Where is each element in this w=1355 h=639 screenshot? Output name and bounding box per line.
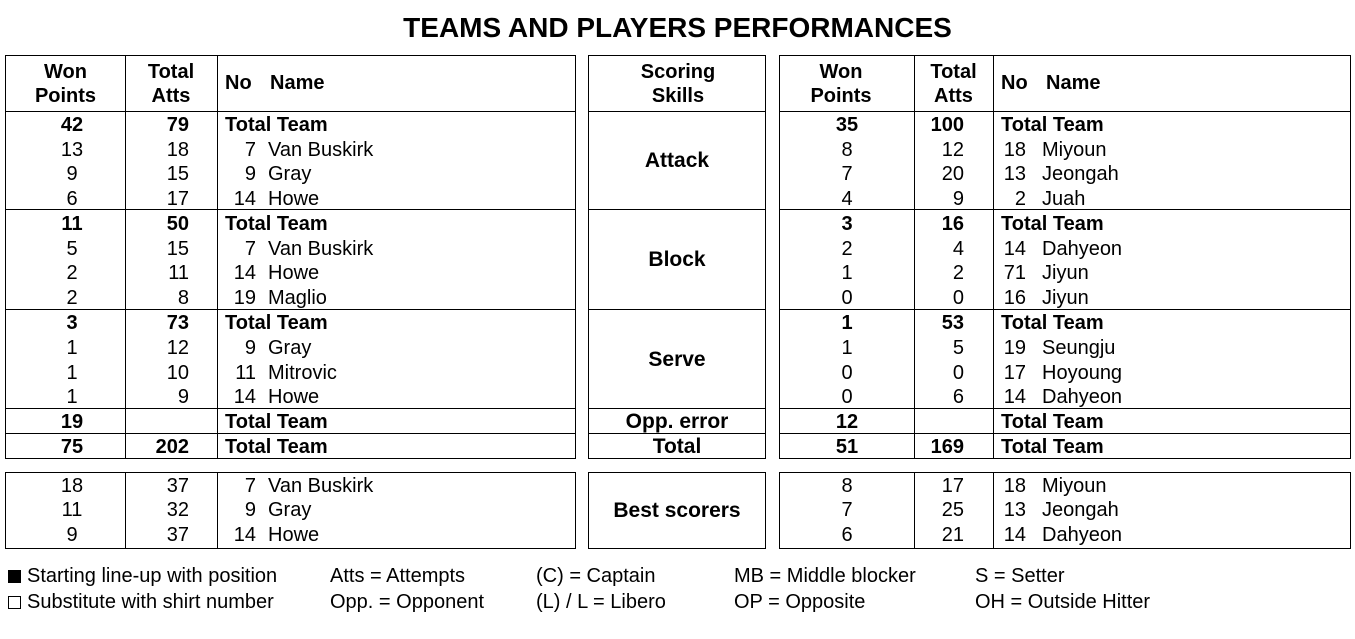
- total-atts-cell: 15: [166, 163, 189, 185]
- shirt-number-cell: 17: [1003, 362, 1026, 384]
- total-atts-cell: 37: [166, 524, 189, 546]
- total-atts-cell: 15: [166, 238, 189, 260]
- total-atts-cell: 37: [166, 475, 189, 497]
- shirt-number-cell: 14: [233, 386, 256, 408]
- player-name-cell: Hoyoung: [1042, 362, 1123, 384]
- shirt-number-cell: 18: [1003, 475, 1026, 497]
- skill-block: Block: [648, 248, 706, 271]
- won-points-cell: 19: [60, 411, 84, 433]
- total-atts-cell: 169: [930, 436, 964, 458]
- legend-atts: Atts = Attempts: [330, 565, 466, 587]
- player-name-cell: Van Buskirk: [268, 238, 374, 260]
- shirt-number-cell: 19: [233, 287, 256, 309]
- shirt-number-cell: 13: [1003, 499, 1026, 521]
- legend-captain: (C) = Captain: [536, 565, 656, 587]
- shirt-number-cell: 14: [1003, 238, 1026, 260]
- player-name-cell: Total Team: [1001, 114, 1104, 136]
- won-points-cell: 0: [841, 287, 853, 309]
- shirt-number-cell: 14: [233, 262, 256, 284]
- won-points-cell: 2: [841, 238, 853, 260]
- player-name-cell: Van Buskirk: [268, 139, 374, 161]
- total-atts-cell: 10: [166, 362, 189, 384]
- name-header: Name: [1046, 72, 1101, 94]
- player-name-cell: Howe: [268, 386, 320, 408]
- skill-best-scorers: Best scorers: [613, 499, 741, 522]
- total-atts-cell: 21: [941, 524, 964, 546]
- total-atts-cell: 100: [930, 114, 964, 136]
- player-name-cell: Total Team: [225, 114, 328, 136]
- total-atts-cell: 8: [177, 287, 189, 309]
- shirt-number-cell: 2: [1014, 188, 1026, 210]
- legend-starting-lineup: Starting line-up with position: [8, 563, 277, 589]
- won-points-cell: 0: [841, 386, 853, 408]
- shirt-number-cell: 16: [1003, 287, 1026, 309]
- shirt-number-cell: 14: [1003, 524, 1026, 546]
- won-points-cell: 75: [60, 436, 84, 458]
- shirt-number-cell: 19: [1003, 337, 1026, 359]
- home-team-table: [5, 55, 576, 459]
- won-points-cell: 0: [841, 362, 853, 384]
- player-name-cell: Juah: [1042, 188, 1086, 210]
- player-name-cell: Total Team: [1001, 411, 1104, 433]
- no-header: No: [1001, 72, 1028, 94]
- total-atts-cell: 53: [941, 312, 964, 334]
- total-atts-cell: 2: [952, 262, 964, 284]
- skill-total: Total: [652, 435, 702, 458]
- total-atts-cell: 0: [952, 362, 964, 384]
- best-scorers-label-box: [588, 472, 766, 549]
- player-name-cell: Gray: [268, 163, 312, 185]
- won-points-cell: 1: [841, 262, 853, 284]
- name-header: Name: [270, 72, 325, 94]
- total-atts-cell: 79: [166, 114, 189, 136]
- total-atts-cell: 17: [166, 188, 189, 210]
- shirt-number-cell: 14: [233, 188, 256, 210]
- player-name-cell: Total Team: [1001, 436, 1104, 458]
- player-name-cell: Miyoun: [1042, 475, 1107, 497]
- won-points-cell: 1: [66, 362, 78, 384]
- home-best-scorers-table: [5, 472, 576, 549]
- player-name-cell: Jeongah: [1042, 163, 1119, 185]
- legend-middle-blocker: MB = Middle blocker: [734, 565, 916, 587]
- total-atts-cell: 6: [952, 386, 964, 408]
- legend-opp: Opp. = Opponent: [330, 591, 485, 613]
- skill-attack: Attack: [644, 149, 710, 172]
- player-name-cell: Jiyun: [1042, 262, 1089, 284]
- total-atts-header: Total Atts: [930, 61, 977, 107]
- player-name-cell: Maglio: [268, 287, 327, 309]
- total-atts-cell: 73: [166, 312, 189, 334]
- total-atts-cell: 32: [166, 499, 189, 521]
- won-points-header: Won Points: [34, 61, 97, 107]
- shirt-number-cell: 18: [1003, 139, 1026, 161]
- player-name-cell: Total Team: [225, 213, 328, 235]
- player-name-cell: Dahyeon: [1042, 238, 1123, 260]
- won-points-cell: 12: [835, 411, 859, 433]
- legend-libero: (L) / L = Libero: [536, 591, 666, 613]
- total-atts-cell: 12: [166, 337, 189, 359]
- won-points-cell: 2: [66, 262, 78, 284]
- player-name-cell: Van Buskirk: [268, 475, 374, 497]
- total-atts-cell: 12: [941, 139, 964, 161]
- shirt-number-cell: 7: [244, 238, 256, 260]
- player-name-cell: Total Team: [1001, 213, 1104, 235]
- won-points-cell: 8: [841, 139, 853, 161]
- player-name-cell: Howe: [268, 262, 320, 284]
- total-atts-cell: 50: [166, 213, 189, 235]
- total-atts-cell: 5: [952, 337, 964, 359]
- shirt-number-cell: 7: [244, 139, 256, 161]
- player-name-cell: Total Team: [225, 411, 328, 433]
- shirt-number-cell: 14: [233, 524, 256, 546]
- player-name-cell: Total Team: [225, 436, 328, 458]
- player-name-cell: Jiyun: [1042, 287, 1089, 309]
- no-header: No: [225, 72, 252, 94]
- player-name-cell: Dahyeon: [1042, 386, 1123, 408]
- won-points-cell: 6: [66, 188, 78, 210]
- won-points-cell: 3: [841, 213, 853, 235]
- legend-outside-hitter: OH = Outside Hitter: [975, 591, 1151, 613]
- page-title: TEAMS AND PLAYERS PERFORMANCES: [403, 12, 952, 43]
- total-atts-cell: 25: [941, 499, 964, 521]
- won-points-cell: 7: [841, 163, 853, 185]
- won-points-cell: 13: [60, 139, 84, 161]
- total-atts-cell: 11: [168, 262, 189, 284]
- player-name-cell: Howe: [268, 524, 320, 546]
- won-points-cell: 4: [841, 188, 853, 210]
- won-points-cell: 6: [841, 524, 853, 546]
- total-atts-cell: 9: [177, 386, 189, 408]
- total-atts-cell: 4: [952, 238, 964, 260]
- total-atts-cell: 0: [952, 287, 964, 309]
- legend-setter: S = Setter: [975, 565, 1065, 587]
- total-atts-cell: 9: [952, 188, 964, 210]
- empty-square-icon: [8, 596, 21, 609]
- won-points-header: Won Points: [810, 61, 872, 107]
- shirt-number-cell: 9: [244, 163, 256, 185]
- won-points-cell: 9: [66, 163, 78, 185]
- won-points-cell: 42: [60, 114, 84, 136]
- won-points-cell: 5: [66, 238, 78, 260]
- won-points-cell: 51: [835, 436, 859, 458]
- player-name-cell: Jeongah: [1042, 499, 1119, 521]
- player-name-cell: Gray: [268, 337, 312, 359]
- won-points-cell: 9: [66, 524, 78, 546]
- player-name-cell: Total Team: [1001, 312, 1104, 334]
- won-points-cell: 1: [66, 337, 78, 359]
- skill-opp-error: Opp. error: [625, 410, 729, 433]
- player-name-cell: Total Team: [225, 312, 328, 334]
- won-points-cell: 1: [66, 386, 78, 408]
- total-atts-cell: 17: [941, 475, 964, 497]
- away-team-table: [779, 55, 1351, 459]
- player-name-cell: Howe: [268, 188, 320, 210]
- filled-square-icon: [8, 570, 21, 583]
- won-points-cell: 11: [61, 213, 83, 235]
- won-points-cell: 7: [841, 499, 853, 521]
- scoring-skills-column: [588, 55, 766, 459]
- total-atts-cell: 20: [941, 163, 964, 185]
- won-points-cell: 18: [60, 475, 84, 497]
- player-name-cell: Dahyeon: [1042, 524, 1123, 546]
- player-name-cell: Miyoun: [1042, 139, 1107, 161]
- player-name-cell: Seungju: [1042, 337, 1116, 359]
- won-points-cell: 35: [835, 114, 859, 136]
- shirt-number-cell: 7: [244, 475, 256, 497]
- won-points-cell: 3: [66, 312, 78, 334]
- shirt-number-cell: 14: [1003, 386, 1026, 408]
- total-atts-cell: 18: [166, 139, 189, 161]
- shirt-number-cell: 13: [1003, 163, 1026, 185]
- legend-opposite: OP = Opposite: [734, 591, 866, 613]
- total-atts-cell: 202: [155, 436, 189, 458]
- total-atts-header: Total Atts: [147, 61, 195, 107]
- shirt-number-cell: 71: [1003, 262, 1026, 284]
- shirt-number-cell: 11: [235, 362, 256, 384]
- scoring-skills-header: Scoring Skills: [640, 61, 716, 107]
- skill-serve: Serve: [648, 348, 706, 371]
- player-name-cell: Gray: [268, 499, 312, 521]
- won-points-cell: 1: [841, 312, 853, 334]
- won-points-cell: 2: [66, 287, 78, 309]
- legend-substitute: Substitute with shirt number: [8, 589, 274, 615]
- player-name-cell: Mitrovic: [268, 362, 337, 384]
- shirt-number-cell: 9: [244, 337, 256, 359]
- won-points-cell: 8: [841, 475, 853, 497]
- away-best-scorers-table: [779, 472, 1351, 549]
- won-points-cell: 1: [841, 337, 853, 359]
- total-atts-cell: 16: [941, 213, 964, 235]
- won-points-cell: 11: [61, 499, 83, 521]
- shirt-number-cell: 9: [244, 499, 256, 521]
